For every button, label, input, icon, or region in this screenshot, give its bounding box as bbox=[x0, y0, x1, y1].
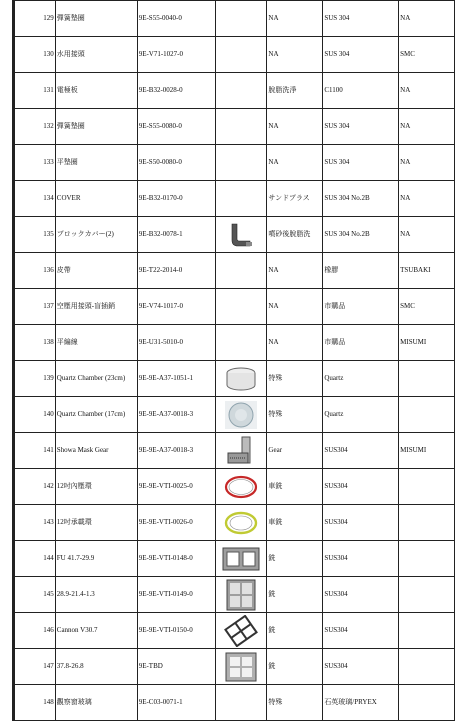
process-type: 銑 bbox=[267, 613, 323, 649]
part-image bbox=[215, 469, 267, 505]
part-image bbox=[215, 325, 267, 361]
part-image bbox=[215, 613, 267, 649]
part-name: Showa Mask Gear bbox=[55, 433, 137, 469]
item-number: 144 bbox=[14, 541, 56, 577]
process-type: NA bbox=[267, 1, 323, 37]
process-type: 特殊 bbox=[267, 685, 323, 721]
maker bbox=[399, 469, 455, 505]
part-code: 9E-V71-1027-0 bbox=[137, 37, 215, 73]
grid-2x1-icon bbox=[217, 541, 267, 576]
part-name: 平墊圈 bbox=[55, 145, 137, 181]
part-code: 9E-9E-A37-0018-3 bbox=[137, 397, 215, 433]
material: SUS304 bbox=[323, 541, 399, 577]
item-number: 145 bbox=[14, 577, 56, 613]
item-number: 147 bbox=[14, 649, 56, 685]
maker: MISUMI bbox=[399, 433, 455, 469]
table-row bbox=[14, 433, 455, 469]
part-name: 12吋承載環 bbox=[55, 505, 137, 541]
maker: SMC bbox=[399, 289, 455, 325]
red-ring-icon bbox=[217, 469, 267, 504]
process-type: Gear bbox=[267, 433, 323, 469]
part-name: 水用接頭 bbox=[55, 37, 137, 73]
process-type: NA bbox=[267, 289, 323, 325]
part-code: 9E-S55-0040-0 bbox=[137, 1, 215, 37]
part-image bbox=[215, 289, 267, 325]
part-code: 9E-V74-1017-0 bbox=[137, 289, 215, 325]
part-name: Cannon V30.7 bbox=[55, 613, 137, 649]
material: SUS 304 bbox=[323, 37, 399, 73]
material: Quartz bbox=[323, 361, 399, 397]
material: SUS 304 No.2B bbox=[323, 217, 399, 253]
part-image bbox=[215, 109, 267, 145]
part-image bbox=[215, 505, 267, 541]
maker bbox=[399, 649, 455, 685]
part-code: 9E-9E-VTI-0149-0 bbox=[137, 577, 215, 613]
part-image bbox=[215, 541, 267, 577]
item-number: 129 bbox=[14, 1, 56, 37]
part-name: 皮帶 bbox=[55, 253, 137, 289]
table-row bbox=[14, 217, 455, 253]
maker bbox=[399, 505, 455, 541]
part-image bbox=[215, 37, 267, 73]
table-row bbox=[14, 649, 455, 685]
maker: NA bbox=[399, 217, 455, 253]
table-row bbox=[14, 541, 455, 577]
material: SUS 304 bbox=[323, 109, 399, 145]
material: SUS304 bbox=[323, 469, 399, 505]
part-image bbox=[215, 73, 267, 109]
item-number: 146 bbox=[14, 613, 56, 649]
grid-2x2-icon bbox=[217, 577, 267, 612]
table-row bbox=[14, 73, 455, 109]
part-image bbox=[215, 649, 267, 685]
process-type: 銑 bbox=[267, 541, 323, 577]
parts-table-body bbox=[14, 1, 455, 721]
table-row bbox=[14, 181, 455, 217]
process-type: 噴砂後脫脂洗 bbox=[267, 217, 323, 253]
item-number: 148 bbox=[14, 685, 56, 721]
process-type: NA bbox=[267, 109, 323, 145]
table-row bbox=[14, 613, 455, 649]
process-type: NA bbox=[267, 253, 323, 289]
part-image bbox=[215, 217, 267, 253]
maker: NA bbox=[399, 73, 455, 109]
table-row bbox=[14, 469, 455, 505]
material: 石英玻璃/PRYEX bbox=[323, 685, 399, 721]
process-type: 特殊 bbox=[267, 397, 323, 433]
table-row bbox=[14, 289, 455, 325]
part-name: ブロックカバー(2) bbox=[55, 217, 137, 253]
table-row bbox=[14, 37, 455, 73]
grid-2x2-open-icon bbox=[217, 649, 267, 684]
part-image bbox=[215, 433, 267, 469]
quartz-disc-icon bbox=[217, 397, 267, 432]
item-number: 131 bbox=[14, 73, 56, 109]
table-row bbox=[14, 397, 455, 433]
maker: NA bbox=[399, 1, 455, 37]
part-name: 空壓用接頭-盲插銷 bbox=[55, 289, 137, 325]
parts-table bbox=[12, 0, 455, 721]
table-row bbox=[14, 145, 455, 181]
maker bbox=[399, 613, 455, 649]
table-row bbox=[14, 253, 455, 289]
part-name: 彈簧墊圈 bbox=[55, 109, 137, 145]
maker bbox=[399, 397, 455, 433]
maker bbox=[399, 361, 455, 397]
process-type: NA bbox=[267, 37, 323, 73]
material: SUS304 bbox=[323, 505, 399, 541]
table-row bbox=[14, 109, 455, 145]
item-number: 139 bbox=[14, 361, 56, 397]
part-name: 12吋內壓環 bbox=[55, 469, 137, 505]
part-image bbox=[215, 361, 267, 397]
part-name: Quartz Chamber (23cm) bbox=[55, 361, 137, 397]
item-number: 140 bbox=[14, 397, 56, 433]
grid-diamond-icon bbox=[217, 613, 267, 648]
maker bbox=[399, 577, 455, 613]
part-image bbox=[215, 685, 267, 721]
item-number: 132 bbox=[14, 109, 56, 145]
part-image bbox=[215, 397, 267, 433]
maker: NA bbox=[399, 181, 455, 217]
maker: SMC bbox=[399, 37, 455, 73]
maker: NA bbox=[399, 109, 455, 145]
table-row bbox=[14, 577, 455, 613]
material: SUS 304 bbox=[323, 1, 399, 37]
material: 橡膠 bbox=[323, 253, 399, 289]
material: SUS 304 No.2B bbox=[323, 181, 399, 217]
gear-part-icon bbox=[217, 433, 267, 468]
material: C1100 bbox=[323, 73, 399, 109]
maker bbox=[399, 685, 455, 721]
process-type: 銑 bbox=[267, 577, 323, 613]
part-name: FU 41.7-29.9 bbox=[55, 541, 137, 577]
part-code: 9E-9E-VTI-0026-0 bbox=[137, 505, 215, 541]
part-image bbox=[215, 253, 267, 289]
part-code: 9E-B32-0170-0 bbox=[137, 181, 215, 217]
item-number: 130 bbox=[14, 37, 56, 73]
part-code: 9E-9E-A37-1051-1 bbox=[137, 361, 215, 397]
process-type: 脫脂洗淨 bbox=[267, 73, 323, 109]
process-type: NA bbox=[267, 145, 323, 181]
item-number: 142 bbox=[14, 469, 56, 505]
yellow-ring-icon bbox=[217, 505, 267, 540]
table-row bbox=[14, 1, 455, 37]
process-type: サンドブラス bbox=[267, 181, 323, 217]
maker: MISUMI bbox=[399, 325, 455, 361]
part-code: 9E-B32-0078-1 bbox=[137, 217, 215, 253]
part-image bbox=[215, 577, 267, 613]
part-code: 9E-TBD bbox=[137, 649, 215, 685]
item-number: 135 bbox=[14, 217, 56, 253]
process-type: NA bbox=[267, 325, 323, 361]
maker: TSUBAKI bbox=[399, 253, 455, 289]
ring-band-icon bbox=[217, 361, 267, 396]
process-type: 車銑 bbox=[267, 469, 323, 505]
part-code: 9E-9E-A37-0018-3 bbox=[137, 433, 215, 469]
part-image bbox=[215, 181, 267, 217]
maker bbox=[399, 541, 455, 577]
process-type: 銑 bbox=[267, 649, 323, 685]
material: Quartz bbox=[323, 397, 399, 433]
item-number: 141 bbox=[14, 433, 56, 469]
part-code: 9E-9E-VTI-0148-0 bbox=[137, 541, 215, 577]
part-name: 28.9-21.4-1.3 bbox=[55, 577, 137, 613]
part-name: Quartz Chamber (17cm) bbox=[55, 397, 137, 433]
part-code: 9E-9E-VTI-0025-0 bbox=[137, 469, 215, 505]
item-number: 137 bbox=[14, 289, 56, 325]
material: SUS 304 bbox=[323, 145, 399, 181]
part-name: 37.8-26.8 bbox=[55, 649, 137, 685]
item-number: 136 bbox=[14, 253, 56, 289]
table-row bbox=[14, 685, 455, 721]
part-image bbox=[215, 145, 267, 181]
part-name: 電極板 bbox=[55, 73, 137, 109]
part-code: 9E-B32-0028-0 bbox=[137, 73, 215, 109]
item-number: 133 bbox=[14, 145, 56, 181]
part-name: 平編線 bbox=[55, 325, 137, 361]
table-row bbox=[14, 505, 455, 541]
item-number: 138 bbox=[14, 325, 56, 361]
maker: NA bbox=[399, 145, 455, 181]
part-code: 9E-C03-0071-1 bbox=[137, 685, 215, 721]
material: SUS304 bbox=[323, 649, 399, 685]
part-code: 9E-9E-VTI-0150-0 bbox=[137, 613, 215, 649]
table-row bbox=[14, 325, 455, 361]
item-number: 143 bbox=[14, 505, 56, 541]
part-image bbox=[215, 1, 267, 37]
material: SUS304 bbox=[323, 613, 399, 649]
part-name: COVER bbox=[55, 181, 137, 217]
process-type: 車銑 bbox=[267, 505, 323, 541]
material: SUS304 bbox=[323, 433, 399, 469]
bracket-icon bbox=[217, 217, 267, 252]
material: 市購品 bbox=[323, 289, 399, 325]
part-name: 彈簧墊圈 bbox=[55, 1, 137, 37]
process-type: 特殊 bbox=[267, 361, 323, 397]
table-row bbox=[14, 361, 455, 397]
part-code: 9E-S55-0080-0 bbox=[137, 109, 215, 145]
part-code: 9E-U31-5010-0 bbox=[137, 325, 215, 361]
part-name: 觀察窗玻璃 bbox=[55, 685, 137, 721]
material: 市購品 bbox=[323, 325, 399, 361]
part-code: 9E-T22-2014-0 bbox=[137, 253, 215, 289]
material: SUS304 bbox=[323, 577, 399, 613]
item-number: 134 bbox=[14, 181, 56, 217]
part-code: 9E-S50-0080-0 bbox=[137, 145, 215, 181]
